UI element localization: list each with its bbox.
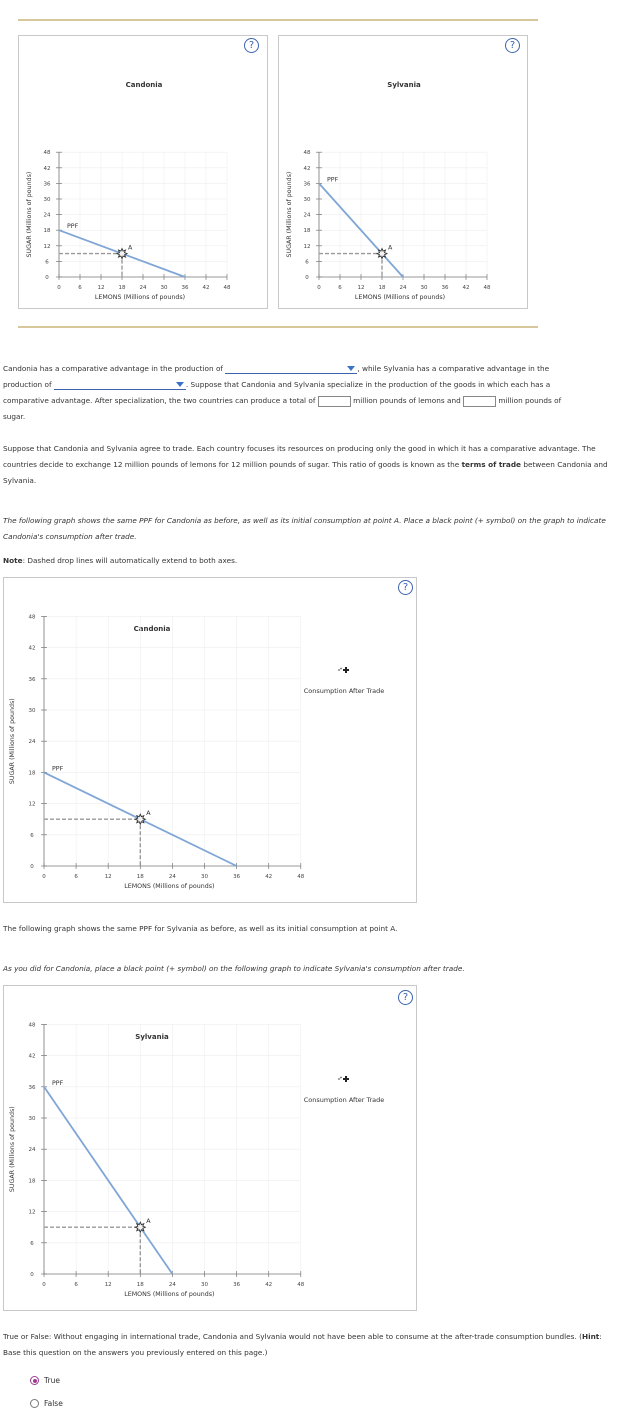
- x-tick-label: 0: [42, 1282, 46, 1288]
- sylvania-instruction-1: The following graph shows the same PPF for Sylvania as before, as well as its initial consumption at point A.: [3, 924, 398, 933]
- y-tick-label: 0: [30, 1272, 34, 1278]
- x-tick-label: 18: [136, 874, 144, 880]
- radio-option-true[interactable]: True: [30, 1376, 60, 1385]
- point-a-label: A: [146, 1218, 151, 1226]
- x-tick-label: 0: [57, 285, 61, 291]
- y-tick-label: 42: [28, 1053, 36, 1060]
- candonia-ppf-chart: [19, 36, 269, 310]
- ppf-label: PPF: [67, 223, 79, 231]
- y-tick-label: 36: [28, 676, 36, 683]
- x-tick-label: 30: [201, 1282, 208, 1288]
- y-tick-label: 36: [28, 1084, 36, 1091]
- x-tick-label: 24: [399, 285, 407, 291]
- tool-label: Consumption After Trade: [303, 1096, 385, 1104]
- x-tick-label: 42: [462, 285, 470, 291]
- x-tick-label: 48: [223, 285, 231, 291]
- total-sugar-input[interactable]: [463, 396, 496, 407]
- plus-marker-icon: [294, 662, 394, 682]
- point-a-marker: [135, 1222, 145, 1232]
- y-tick-label: 0: [45, 275, 49, 281]
- consumption-after-trade-tool[interactable]: [294, 1071, 394, 1105]
- note-text: Note: Dashed drop lines will automatically extend to both axes.: [3, 556, 238, 565]
- x-tick-label: 24: [168, 874, 176, 880]
- point-a-label: A: [128, 244, 133, 252]
- y-tick-label: 30: [28, 1116, 36, 1122]
- help-icon[interactable]: ?: [244, 38, 259, 53]
- x-tick-label: 36: [181, 285, 189, 291]
- chart-title: Sylvania: [135, 1033, 169, 1041]
- x-tick-label: 36: [441, 285, 449, 291]
- top-divider: [18, 19, 538, 21]
- x-tick-label: 48: [297, 1282, 305, 1288]
- sylvania-advantage-dropdown[interactable]: [54, 380, 186, 390]
- y-tick-label: 6: [305, 259, 309, 266]
- y-tick-label: 30: [28, 708, 36, 714]
- x-axis-label: LEMONS (Millions of pounds): [354, 294, 446, 301]
- candonia-advantage-dropdown[interactable]: [225, 364, 357, 374]
- candonia-trade-panel: [3, 577, 417, 903]
- point-a-label: A: [388, 244, 393, 252]
- x-axis-label: LEMONS (Millions of pounds): [124, 883, 215, 890]
- y-tick-label: 24: [303, 212, 311, 219]
- x-tick-label: 48: [483, 285, 491, 291]
- y-axis-label: SUGAR (Millions of pounds): [26, 171, 33, 258]
- x-tick-label: 18: [378, 285, 386, 291]
- x-tick-label: 42: [202, 285, 210, 291]
- y-tick-label: 0: [305, 275, 309, 281]
- help-icon[interactable]: ?: [505, 38, 520, 53]
- y-tick-label: 42: [43, 165, 51, 172]
- help-icon[interactable]: ?: [398, 990, 413, 1005]
- y-tick-label: 18: [303, 228, 311, 235]
- y-axis-label: SUGAR (Millions of pounds): [9, 1106, 16, 1193]
- y-axis-label: SUGAR (Millions of pounds): [286, 171, 293, 258]
- bottom-divider: [18, 326, 538, 328]
- x-tick-label: 6: [78, 285, 82, 291]
- x-tick-label: 6: [338, 285, 342, 291]
- x-tick-label: 6: [74, 1282, 78, 1288]
- x-tick-label: 12: [357, 285, 365, 291]
- y-tick-label: 18: [28, 770, 36, 777]
- radio-option-false[interactable]: False: [30, 1399, 63, 1408]
- y-tick-label: 6: [30, 832, 34, 839]
- y-tick-label: 48: [28, 1022, 36, 1029]
- x-tick-label: 12: [104, 1282, 112, 1288]
- x-tick-label: 30: [420, 285, 428, 291]
- x-tick-label: 36: [233, 874, 241, 880]
- x-tick-label: 30: [160, 285, 168, 291]
- tool-label: Consumption After Trade: [303, 687, 385, 695]
- x-tick-label: 18: [118, 285, 126, 291]
- x-tick-label: 24: [139, 285, 147, 291]
- x-tick-label: 12: [97, 285, 105, 291]
- x-tick-label: 12: [104, 874, 112, 880]
- y-tick-label: 30: [303, 197, 311, 203]
- y-tick-label: 48: [43, 150, 51, 157]
- dropdown-arrow-icon: [176, 382, 184, 387]
- y-tick-label: 6: [30, 1240, 34, 1247]
- sylvania-ppf-panel: [278, 35, 528, 309]
- consumption-after-trade-tool[interactable]: [294, 662, 394, 696]
- help-icon[interactable]: ?: [398, 580, 413, 595]
- y-tick-label: 24: [28, 1147, 36, 1154]
- terms-of-trade-term: terms of trade: [461, 460, 521, 469]
- x-tick-label: 42: [265, 1282, 273, 1288]
- sylvania-trade-panel: [3, 985, 417, 1311]
- total-lemons-input[interactable]: [318, 396, 351, 407]
- x-tick-label: 42: [265, 874, 273, 880]
- y-tick-label: 0: [30, 864, 34, 870]
- y-tick-label: 18: [28, 1178, 36, 1185]
- y-axis-label: SUGAR (Millions of pounds): [9, 698, 16, 785]
- point-a-label: A: [146, 810, 151, 818]
- y-tick-label: 48: [303, 150, 311, 157]
- x-tick-label: 48: [297, 874, 305, 880]
- dropdown-arrow-icon: [347, 366, 355, 371]
- sylvania-instruction-2: As you did for Candonia, place a black point (+ symbol) on the following graph to indicate Sylvania's consumption after trade.: [3, 964, 465, 973]
- x-axis-label: LEMONS (Millions of pounds): [94, 294, 186, 301]
- candonia-trade-chart[interactable]: [4, 578, 418, 904]
- y-tick-label: 12: [303, 243, 311, 250]
- sylvania-trade-chart[interactable]: [4, 986, 418, 1312]
- comparative-advantage-question: Candonia has a comparative advantage in the production of , while Sylvania has a comparative advantage in the production of . Suppose that Candonia and Sylvania specialize in the production of the goods in which each has a comparative advantage. After specialization, the two countries can produce a total of million pounds of lemons and million pounds of sugar.: [3, 364, 562, 421]
- point-a-marker: [117, 249, 127, 259]
- y-tick-label: 48: [28, 614, 36, 621]
- terms-of-trade-paragraph: Suppose that Candonia and Sylvania agree to trade. Each country focuses its resources on producing only the good in which it has a comparative advantage. The countries decide to exchange 12 million pounds of lemons for 12 million pounds of sugar. This ratio of goods is known as the terms of trade between Candonia and Sylvania.: [3, 444, 608, 485]
- y-tick-label: 36: [303, 181, 311, 188]
- y-tick-label: 6: [45, 259, 49, 266]
- chart-title: Candonia: [125, 81, 163, 89]
- y-tick-label: 42: [303, 165, 311, 172]
- ppf-label: PPF: [52, 1079, 64, 1087]
- ppf-label: PPF: [327, 176, 339, 184]
- x-tick-label: 0: [317, 285, 321, 291]
- point-a-marker: [377, 249, 387, 259]
- true-false-question: True or False: Without engaging in international trade, Candonia and Sylvania would not have been able to consume at the after-trade consumption bundles. (Hint: Base this question on the answers you previously entered on this page.): [3, 1332, 602, 1357]
- ppf-label: PPF: [52, 765, 64, 773]
- chart-title: Candonia: [133, 625, 171, 633]
- y-tick-label: 24: [43, 212, 51, 219]
- candonia-instruction: The following graph shows the same PPF for Candonia as before, as well as its initial consumption at point A. Place a black point (+ symbol) on the graph to indicate Candonia's consumption after trade.: [3, 516, 606, 541]
- sylvania-ppf-chart: [279, 36, 529, 310]
- point-a-marker: [135, 814, 145, 824]
- x-tick-label: 30: [201, 874, 208, 880]
- x-tick-label: 24: [168, 1282, 176, 1288]
- candonia-ppf-panel: [18, 35, 268, 309]
- y-tick-label: 30: [43, 197, 51, 203]
- y-tick-label: 12: [43, 243, 51, 250]
- x-tick-label: 36: [233, 1282, 241, 1288]
- radio-button[interactable]: [30, 1399, 39, 1408]
- radio-button[interactable]: [30, 1376, 39, 1385]
- y-tick-label: 18: [43, 228, 51, 235]
- chart-title: Sylvania: [387, 81, 421, 89]
- x-tick-label: 18: [136, 1282, 144, 1288]
- y-tick-label: 24: [28, 739, 36, 746]
- plus-marker-icon: [294, 1071, 394, 1091]
- y-tick-label: 12: [28, 801, 36, 808]
- x-tick-label: 6: [74, 874, 78, 880]
- y-tick-label: 42: [28, 645, 36, 652]
- y-tick-label: 36: [43, 181, 51, 188]
- x-axis-label: LEMONS (Millions of pounds): [124, 1291, 215, 1298]
- x-tick-label: 0: [42, 874, 46, 880]
- y-tick-label: 12: [28, 1209, 36, 1216]
